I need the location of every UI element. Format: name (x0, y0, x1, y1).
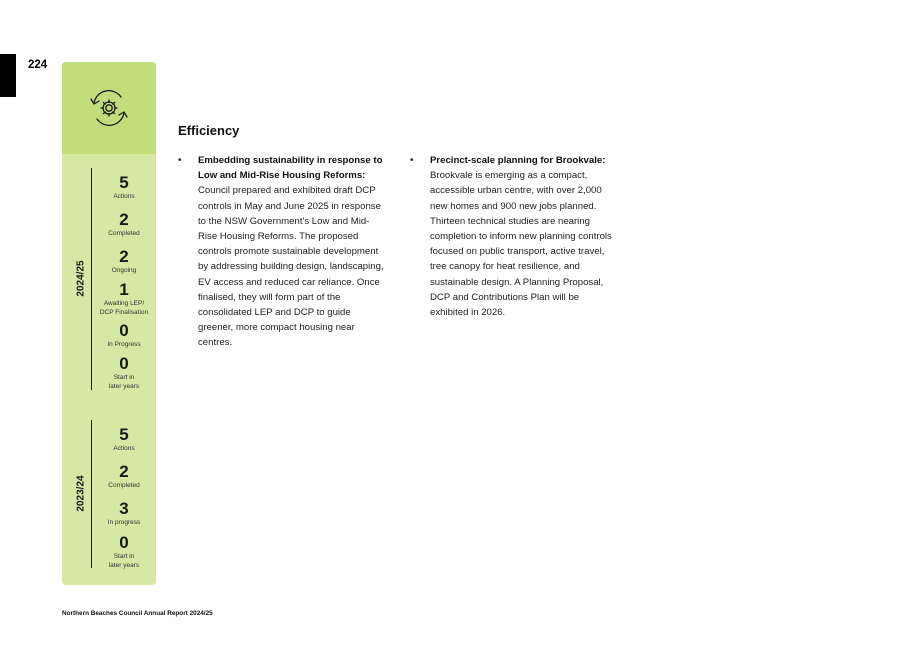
item-heading: Precinct-scale planning for Brookvale: (430, 155, 606, 166)
stat-later-2425 (94, 355, 154, 391)
stat-later-2324 (94, 534, 154, 570)
bullet-icon: • (410, 155, 414, 166)
stat-value: 5 (119, 425, 129, 444)
stat-label: Ongoing (111, 267, 137, 274)
content-item (178, 153, 388, 351)
stat-completed-2324 (94, 463, 154, 491)
stat-value: 5 (119, 173, 129, 192)
stat-value: 2 (119, 247, 129, 266)
stat-label: Completed (108, 482, 140, 489)
stat-value: 1 (119, 280, 129, 299)
section-title: Efficiency (178, 123, 240, 138)
year-label-2324: 2023/24 (75, 475, 87, 512)
stat-in-progress-2425 (94, 322, 154, 350)
content-item (410, 153, 620, 320)
stat-actions-2324 (94, 426, 154, 454)
sidebar-header (62, 62, 156, 154)
stat-label: In progress (107, 519, 141, 526)
stat-value: 0 (119, 533, 129, 552)
bullet-icon: • (178, 155, 182, 166)
stat-label: Actions (113, 445, 135, 452)
stat-value: 2 (119, 210, 129, 229)
stat-value: 2 (119, 462, 129, 481)
gear-refresh-icon (88, 88, 130, 128)
year-label-2425: 2024/25 (75, 260, 87, 297)
stat-value: 3 (119, 499, 129, 518)
item-heading: Embedding sustainability in response to Low and Mid-Rise Housing Reforms: (198, 155, 383, 182)
stat-label: Start in later years (108, 553, 140, 569)
stat-ongoing-2425 (94, 248, 154, 276)
page-footer: Northern Beaches Council Annual Report 2024/25 (62, 610, 213, 617)
stat-label: In Progress (107, 341, 141, 348)
year-divider-2425 (91, 168, 92, 390)
stat-value: 0 (119, 354, 129, 373)
year-divider-2324 (91, 420, 92, 568)
page-number: 224 (28, 59, 48, 71)
item-body: Brookvale is emerging as a compact, accessible urban centre, with over 2,000 new homes and 900 new jobs planned. Thirteen technical studies are nearing completion to inform new planning controls focused on public transport, active travel, tree canopy for heat resilience, and sustainable design. A Planning Proposal, DCP and Contributions Plan will be exhibited in 2026. (430, 170, 612, 319)
stat-label: Completed (108, 230, 140, 237)
stat-label: Awaiting LEP/ DCP Finalisation (99, 300, 149, 316)
stat-actions-2425 (94, 174, 154, 202)
stat-value: 0 (119, 321, 129, 340)
stat-awaiting-2425 (94, 281, 154, 317)
stat-in-progress-2324 (94, 500, 154, 528)
stat-completed-2425 (94, 211, 154, 239)
item-body: Council prepared and exhibited draft DCP controls in May and June 2025 in response to the NSW Government's Low and Mid-Rise Housing Reforms. The proposed controls promote sustainable development by addressing building design, landscaping, EV access and reduced car reliance. Once finalised, they will form part of the consolidated LEP and DCP to guide greener, more compact housing near centres. (198, 185, 384, 349)
stats-sidebar (62, 62, 156, 585)
stat-label: Actions (113, 193, 135, 200)
stat-label: Start in later years (108, 374, 140, 390)
page-tab-marker (0, 54, 16, 97)
